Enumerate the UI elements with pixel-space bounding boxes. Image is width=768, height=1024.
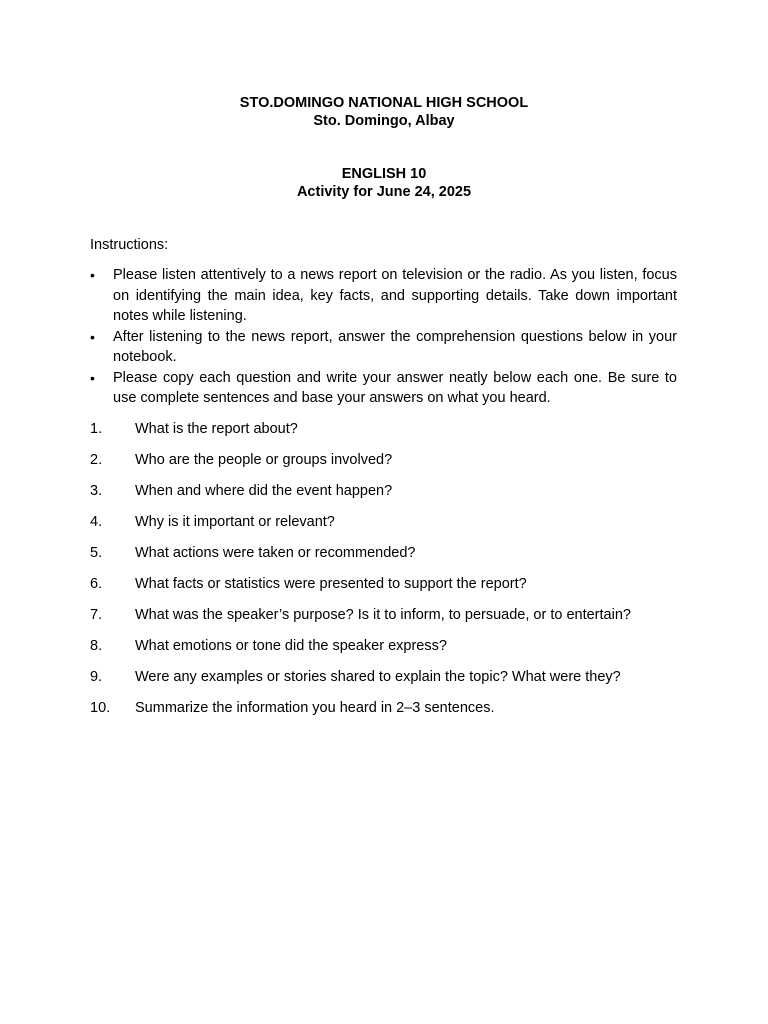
question-number: 10. xyxy=(90,700,111,716)
question-number: 3. xyxy=(90,483,103,499)
bullet-icon: • xyxy=(90,328,95,345)
question-number: 8. xyxy=(90,638,103,654)
question-text: Summarize the information you heard in 2–3 sentences. xyxy=(135,700,495,716)
instruction-text: Please copy each question and write your answer neatly below each one. Be sure to use complete sentences and base your answers on what you heard. xyxy=(113,369,677,406)
question-item xyxy=(90,544,690,575)
instruction-text: After listening to the news report, answer the comprehension questions below in your notebook. xyxy=(113,328,677,365)
question-item xyxy=(90,637,690,668)
question-number: 2. xyxy=(90,452,103,468)
activity-date-title: Activity for June 24, 2025 xyxy=(296,184,472,200)
subject-title: ENGLISH 10 xyxy=(341,166,427,182)
school-name: STO.DOMINGO NATIONAL HIGH SCHOOL xyxy=(239,95,529,111)
question-number: 5. xyxy=(90,545,103,561)
question-text: What was the speaker’s purpose? Is it to inform, to persuade, or to entertain? xyxy=(135,607,631,623)
question-item xyxy=(90,575,690,606)
instructions-label: Instructions: xyxy=(90,237,169,253)
question-item xyxy=(90,606,690,637)
bullet-icon: • xyxy=(90,267,95,283)
question-item xyxy=(90,451,690,482)
question-item xyxy=(90,699,690,730)
question-number: 6. xyxy=(90,576,103,592)
question-text: Were any examples or stories shared to explain the topic? What were they? xyxy=(135,669,621,685)
question-text: Who are the people or groups involved? xyxy=(135,452,393,468)
question-text: Why is it important or relevant? xyxy=(135,514,335,530)
school-header xyxy=(0,94,768,130)
question-text: What is the report about? xyxy=(135,421,298,437)
instruction-item xyxy=(90,265,677,327)
school-location: Sto. Domingo, Albay xyxy=(313,113,455,129)
instruction-item xyxy=(90,368,677,409)
question-text: What facts or statistics were presented to support the report? xyxy=(135,576,527,592)
question-item xyxy=(90,668,690,699)
question-text: When and where did the event happen? xyxy=(135,483,393,499)
question-item xyxy=(90,420,690,451)
question-number: 1. xyxy=(90,421,103,437)
instruction-text: Please listen attentively to a news report on television or the radio. As you listen, focus on identifying the main idea, key facts, and supporting details. Take down important notes while listening. xyxy=(113,267,677,324)
bullet-icon: • xyxy=(90,369,95,386)
question-item xyxy=(90,513,690,544)
instruction-item xyxy=(90,327,677,368)
question-number: 9. xyxy=(90,669,103,685)
instructions-list xyxy=(90,265,677,409)
question-item xyxy=(90,482,690,513)
question-text: What emotions or tone did the speaker express? xyxy=(135,638,447,654)
question-number: 7. xyxy=(90,607,103,623)
question-number: 4. xyxy=(90,514,103,530)
activity-header xyxy=(0,165,768,201)
question-text: What actions were taken or recommended? xyxy=(135,545,416,561)
questions-list xyxy=(90,420,690,730)
